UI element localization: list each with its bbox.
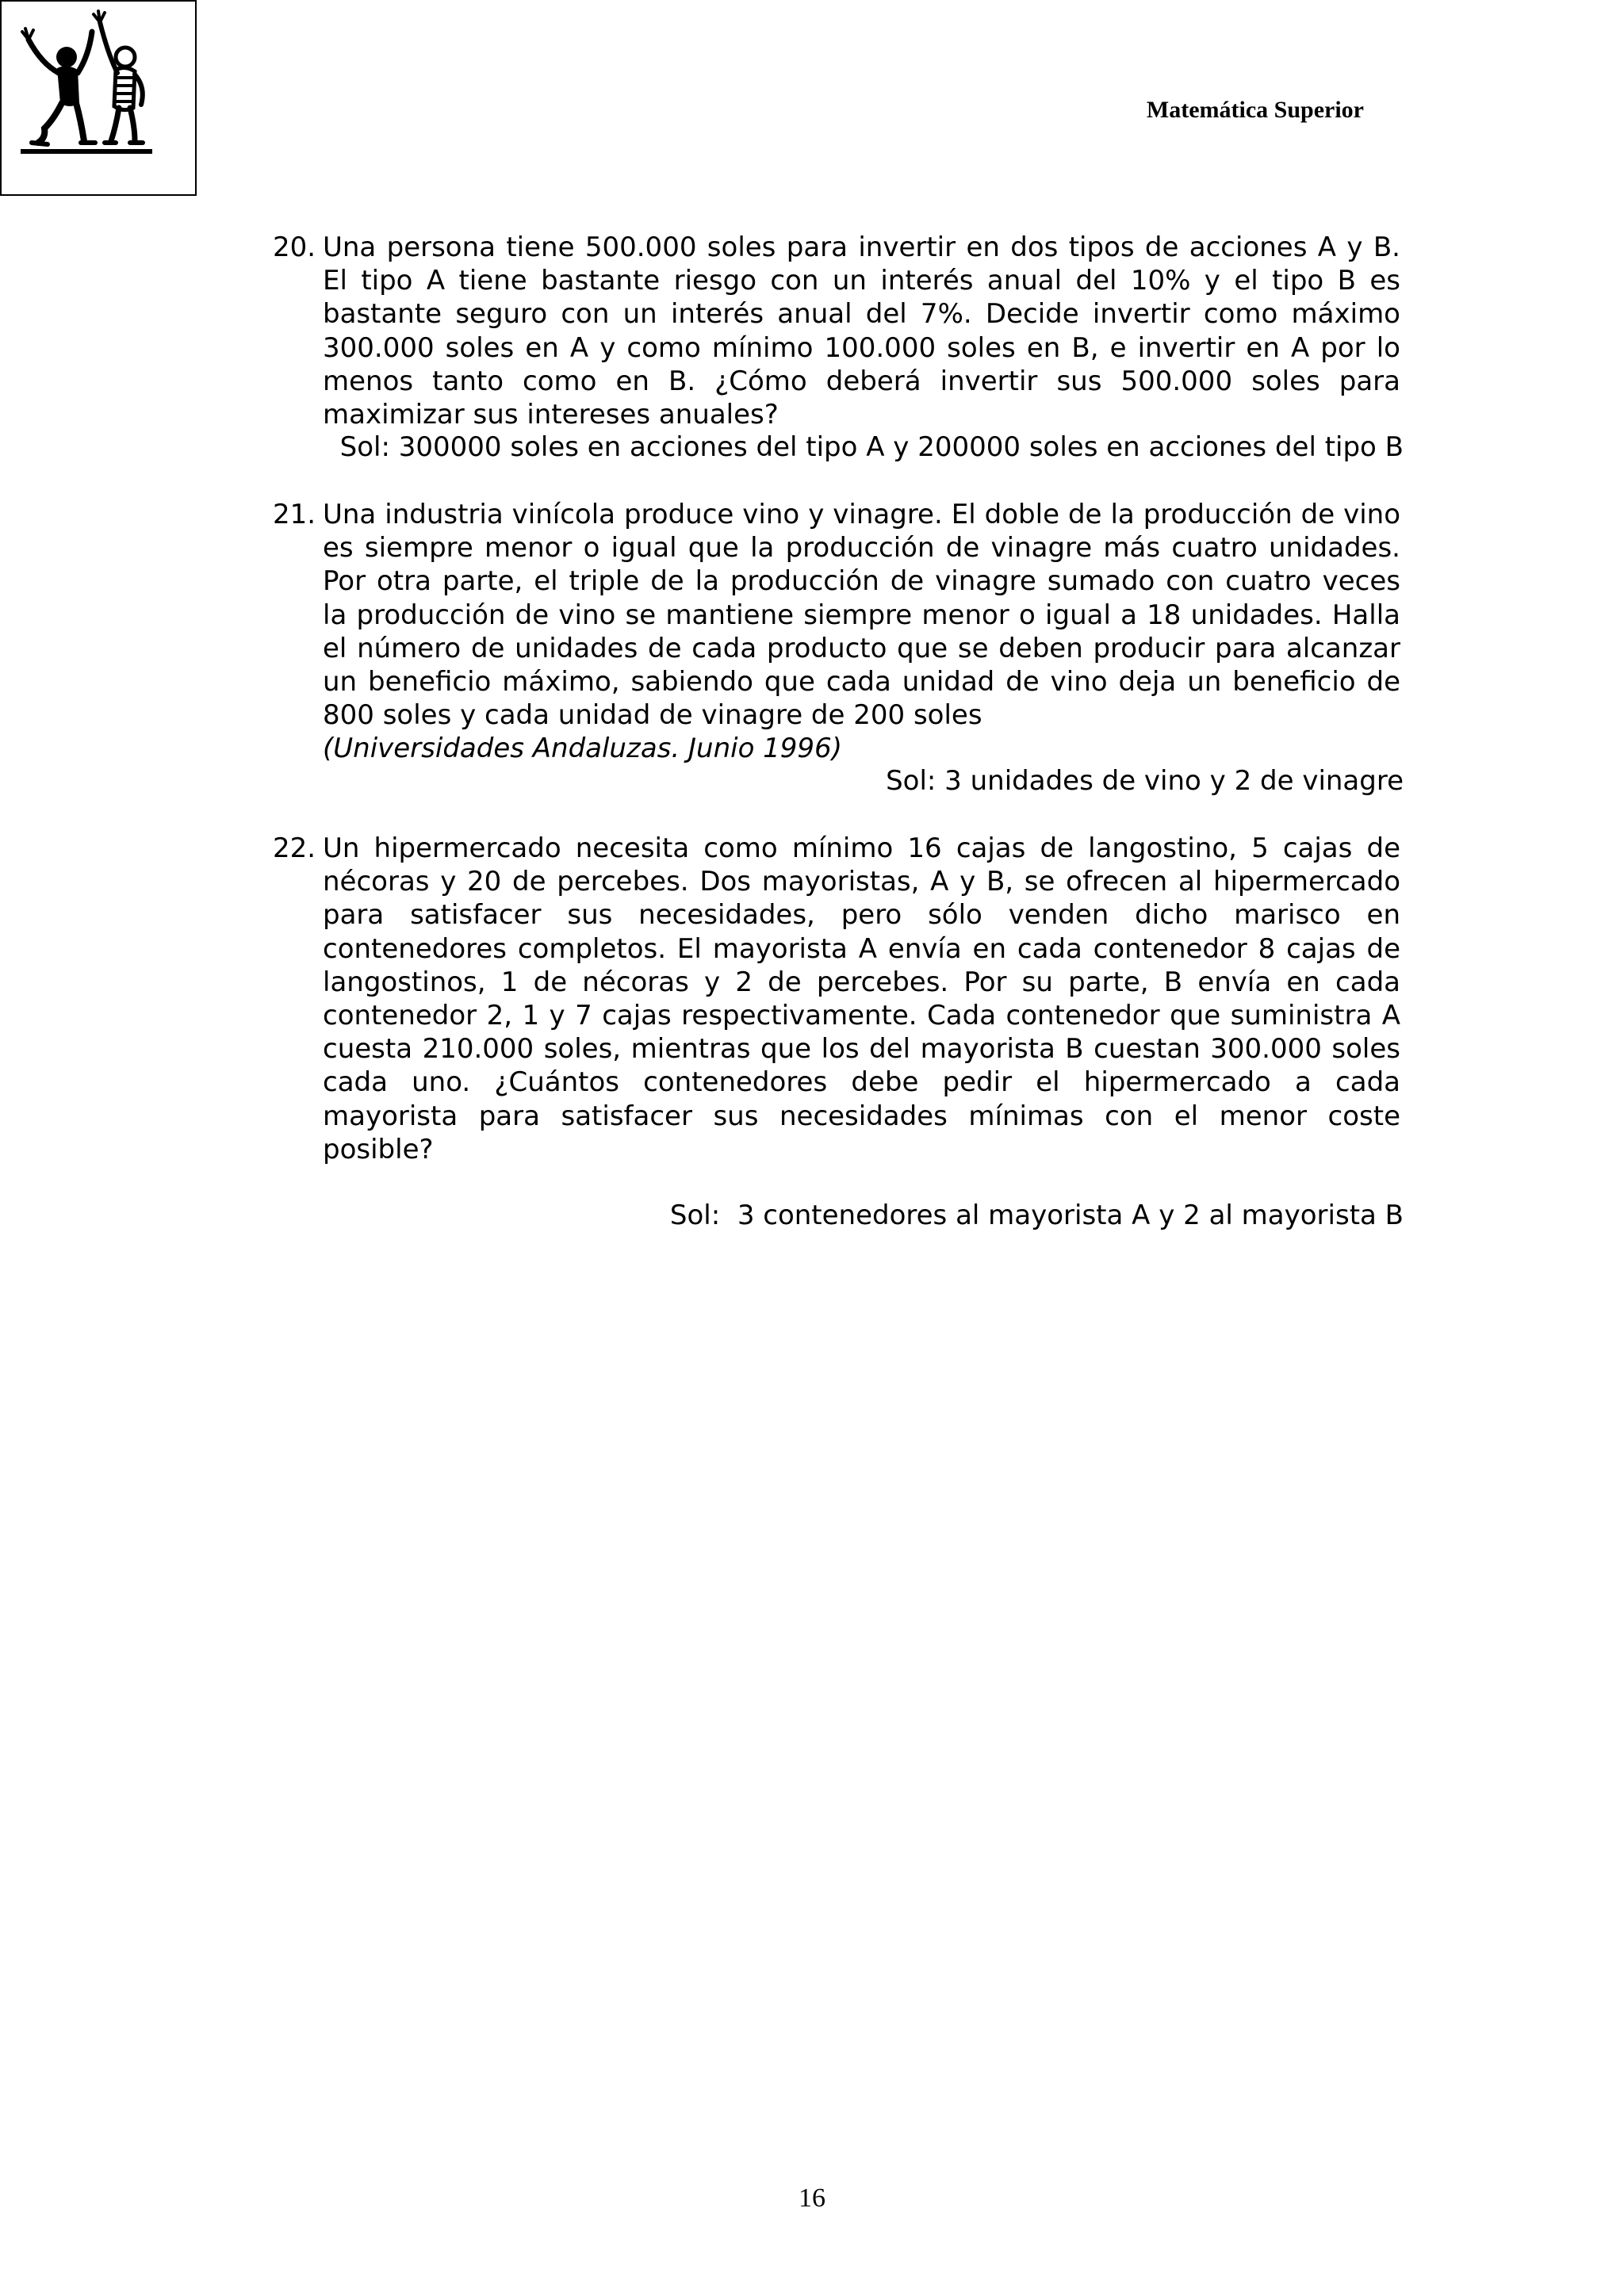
problem-text: Un hipermercado necesita como mínimo 16 cajas de langostino, 5 cajas de nécoras y 20 de percebes. Dos mayoristas, A y B, se ofrecen al hipermercado para satisfacer sus necesidades, pero sólo venden dicho marisco en contenedores completos. El mayorista A envía en cada contenedor 8 cajas de langostinos, 1 de nécoras y 2 de percebes. Por su parte, B envía en cada contenedor 2, 1 y 7 cajas respectivamente. Cada contenedor que suministra A cuesta 210.000 soles, mientras que los del mayorista B cuestan 300.000 soles cada uno. ¿Cuántos contenedores debe pedir el hipermercado a cada mayorista para satisfacer sus necesidades mínimas con el menor coste posible? — [323, 832, 1400, 1165]
dancing-figures-logo-icon — [14, 8, 157, 159]
problem-text: Una persona tiene 500.000 soles para invertir en dos tipos de acciones A y B. El tipo A tiene bastante riesgo con un interés anual del 10% y el tipo B es bastante seguro con un interés anual del 7%. Decide invertir como máximo 300.000 soles en A y como mínimo 100.000 soles en B, e invertir en A por lo menos tanto como en B. ¿Cómo deberá invertir sus 500.000 soles para maximizar sus intereses anuales? — [323, 232, 1400, 431]
problem-text: Una industria vinícola produce vino y vinagre. El doble de la producción de vino es siempre menor o igual que la producción de vinagre más cuatro unidades. Por otra parte, el triple de la producción de vinagre sumado con cuatro veces la producción de vino se mantiene siempre menor o igual a 18 unidades. Halla el número de unidades de cada producto que se deben producir para alcanzar un beneficio máximo, sabiendo que cada unidad de vino deja un beneficio de 800 soles y cada unidad de vinagre de 200 soles — [323, 499, 1400, 732]
problem-22 — [273, 832, 1400, 1166]
header-title: Matemática Superior — [1146, 97, 1364, 123]
problem-source: (Universidades Andaluzas. Junio 1996) — [323, 733, 842, 765]
problem-21 — [273, 498, 1400, 766]
problem-number: 20. — [273, 232, 316, 263]
logo — [0, 0, 197, 196]
problem-number: 22. — [273, 832, 316, 864]
solution-20: Sol: 300000 soles en acciones del tipo A y 200000 soles en acciones del tipo B — [339, 431, 1404, 463]
solution-21: Sol: 3 unidades de vino y 2 de vinagre — [886, 765, 1404, 797]
problem-20 — [273, 231, 1400, 431]
problem-number: 21. — [273, 499, 316, 530]
page-number: 16 — [799, 2183, 825, 2213]
solution-22: Sol: 3 contenedores al mayorista A y 2 al mayorista B — [669, 1200, 1404, 1231]
